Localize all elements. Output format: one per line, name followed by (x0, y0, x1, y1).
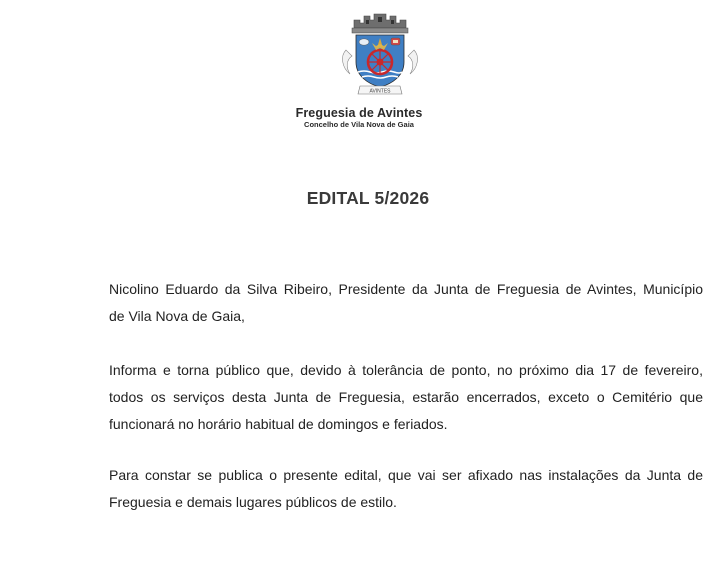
paragraph-line: todos os serviços desta Junta de Freguesia, estarão encerrados, exceto o Cemitério que (109, 389, 703, 405)
paragraph-line: funcionará no horário habitual de domingos e feriados. (109, 416, 448, 432)
parish-name: Freguesia de Avintes (295, 106, 423, 120)
paragraph-line: Para constar se publica o presente edital, que vai ser afixado nas instalações da Junta de (109, 467, 703, 483)
paragraph-announcement (109, 357, 703, 438)
paragraph-line: de Vila Nova de Gaia, (109, 308, 245, 324)
document-title: EDITAL 5/2026 (306, 188, 430, 208)
paragraph-publication (109, 462, 703, 516)
paragraph-line: Nicolino Eduardo da Silva Ribeiro, Presidente da Junta de Freguesia de Avintes, Município (109, 281, 703, 297)
paragraph-line: Informa e torna público que, devido à tolerância de ponto, no próximo dia 17 de fevereiro, (109, 362, 703, 378)
crest-banner-text: AVINTES (369, 88, 391, 95)
paragraph-line: Freguesia e demais lugares públicos de estilo. (109, 494, 397, 510)
crest-icon (336, 10, 424, 96)
paragraph-declarant (109, 276, 703, 330)
coat-of-arms-crest (336, 10, 424, 96)
municipality-name: Concelho de Vila Nova de Gaia (304, 120, 414, 129)
